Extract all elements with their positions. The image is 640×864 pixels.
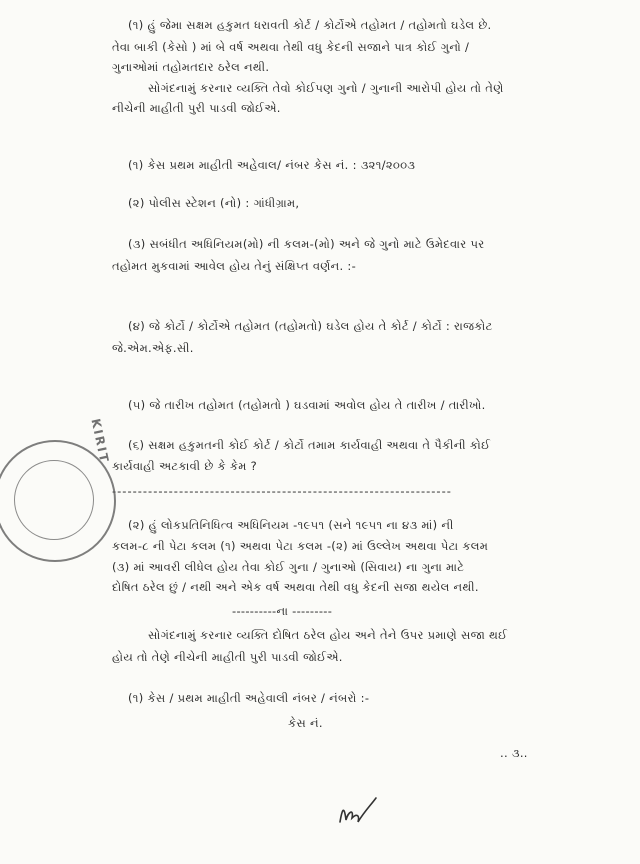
charge-date-row: (૫) જે તારીખ તહોમત (તહોમતો ) ઘડવામાં અવોલ હોય તે તારીખ / તારીખો. bbox=[128, 398, 486, 412]
affidavit-note-line-2: નીચેની માહીતી પુરી પાડવી જોઈએ. bbox=[112, 101, 281, 115]
stay-row-line-2: કાર્યવાહી અટકાવી છે કે કેમ ? bbox=[112, 459, 258, 473]
police-station-row: (૨) પોલીસ સ્ટેશન (નો) : ગાંધીગ્રામ, bbox=[128, 196, 300, 210]
para-2-line-3: (૩) માં આવરી લીધેલ હોય તેવા કોઈ ગુના / ગુનાઓ (સિવાય) ના ગુના માટે bbox=[112, 560, 465, 574]
para-1-line-3: ગુનાઓમાં તહોમતદાર ઠરેલ નથી. bbox=[112, 60, 270, 74]
para-1-line-2: તેવા બાકી (કેસો ) માં બે વર્ષ અથવા તેથી વધુ કેદની સજાને પાત્ર કોઈ ગુનો / bbox=[112, 40, 470, 54]
seal-inner-ring bbox=[14, 460, 94, 540]
act-section-line-1: (૩) સબંધીત અધિનિયમ(મો) ની કલમ-(મો) અને જે ગુનો માટે ઉમેદવાર પર bbox=[128, 237, 485, 251]
affidavit-note-line-1: સોગંદનામું કરનાર વ્યક્તિ તેવો કોઈપણ ગુનો / ગુનાની આરોપી હોય તો તેણે bbox=[148, 81, 504, 95]
court-row-line-1: (૪) જે કોર્ટો / કોર્ટોએ તહોમત (તહોમતો) ઘડેલ હોય તે કોર્ટ / કોર્ટો : રાજકોટ bbox=[128, 319, 493, 333]
na-separator: ----------ના --------- bbox=[232, 604, 333, 618]
page-continuation-marker: .. ૩.. bbox=[500, 746, 528, 760]
para-2-line-4: દોષિત ઠરેલ છું / નથી અને એક વર્ષ અથવા તેથી વધુ કેદની સજા થયેલ નથી. bbox=[112, 580, 479, 594]
case-number-label: કેસ નં. bbox=[288, 716, 323, 730]
court-row-line-2: જે.એમ.એફ.સી. bbox=[112, 341, 194, 355]
conviction-note-line-1: સોગંદનામું કરનાર વ્યક્તિ દોષિત ઠરેલ હોય અને તેને ઉપર પ્રમાણે સજા થઈ bbox=[148, 628, 508, 642]
para-2-line-1: (૨) હું લોકપ્રતિનિધિત્વ અધિનિયમ -૧૯૫૧ (સને ૧૯૫૧ ના ૪૩ માં) ની bbox=[128, 518, 454, 532]
fir-case-number-row: (૧) કેસ પ્રથમ માહીતી અહેવાલ/ નંબર કેસ નં. : ૩૨૧/૨૦૦૩ bbox=[128, 158, 416, 172]
section-divider: ------------------------------------------------------------------ bbox=[112, 484, 452, 498]
stay-row-line-1: (૬) સક્ષમ હકુમતની કોઈ કોર્ટ / કોર્ટો તમામ કાર્યવાહી અથવા તે પૈકીની કોઈ bbox=[128, 438, 491, 452]
conviction-note-line-2: હોય તો તેણે નીચેની માહીતી પુરી પાડવી જોઈએ. bbox=[112, 650, 343, 664]
para-2-line-2: કલમ-૮ ની પેટા કલમ (૧) અથવા પેટા કલમ -(૨) માં ઉલ્લેખ અથવા પેટા કલમ bbox=[112, 539, 489, 553]
signature-mark bbox=[336, 790, 396, 830]
seal-text: KIRIT bbox=[88, 417, 112, 465]
case-fir-numbers-row: (૧) કેસ / પ્રથમ માહીતી અહેવાલી નંબર / નંબરો :- bbox=[128, 691, 370, 705]
act-section-line-2: તહોમત મુકવામાં આવેલ હોય તેનું સંક્ષિપ્ત વર્ણન. :- bbox=[112, 259, 357, 273]
official-seal-stamp bbox=[0, 417, 116, 562]
para-1-line-1: (૧) હું જેમા સક્ષમ હકુમત ધરાવતી કોર્ટ / કોર્ટોએ તહોમત / તહોમતો ઘડેલ છે. bbox=[128, 18, 492, 32]
